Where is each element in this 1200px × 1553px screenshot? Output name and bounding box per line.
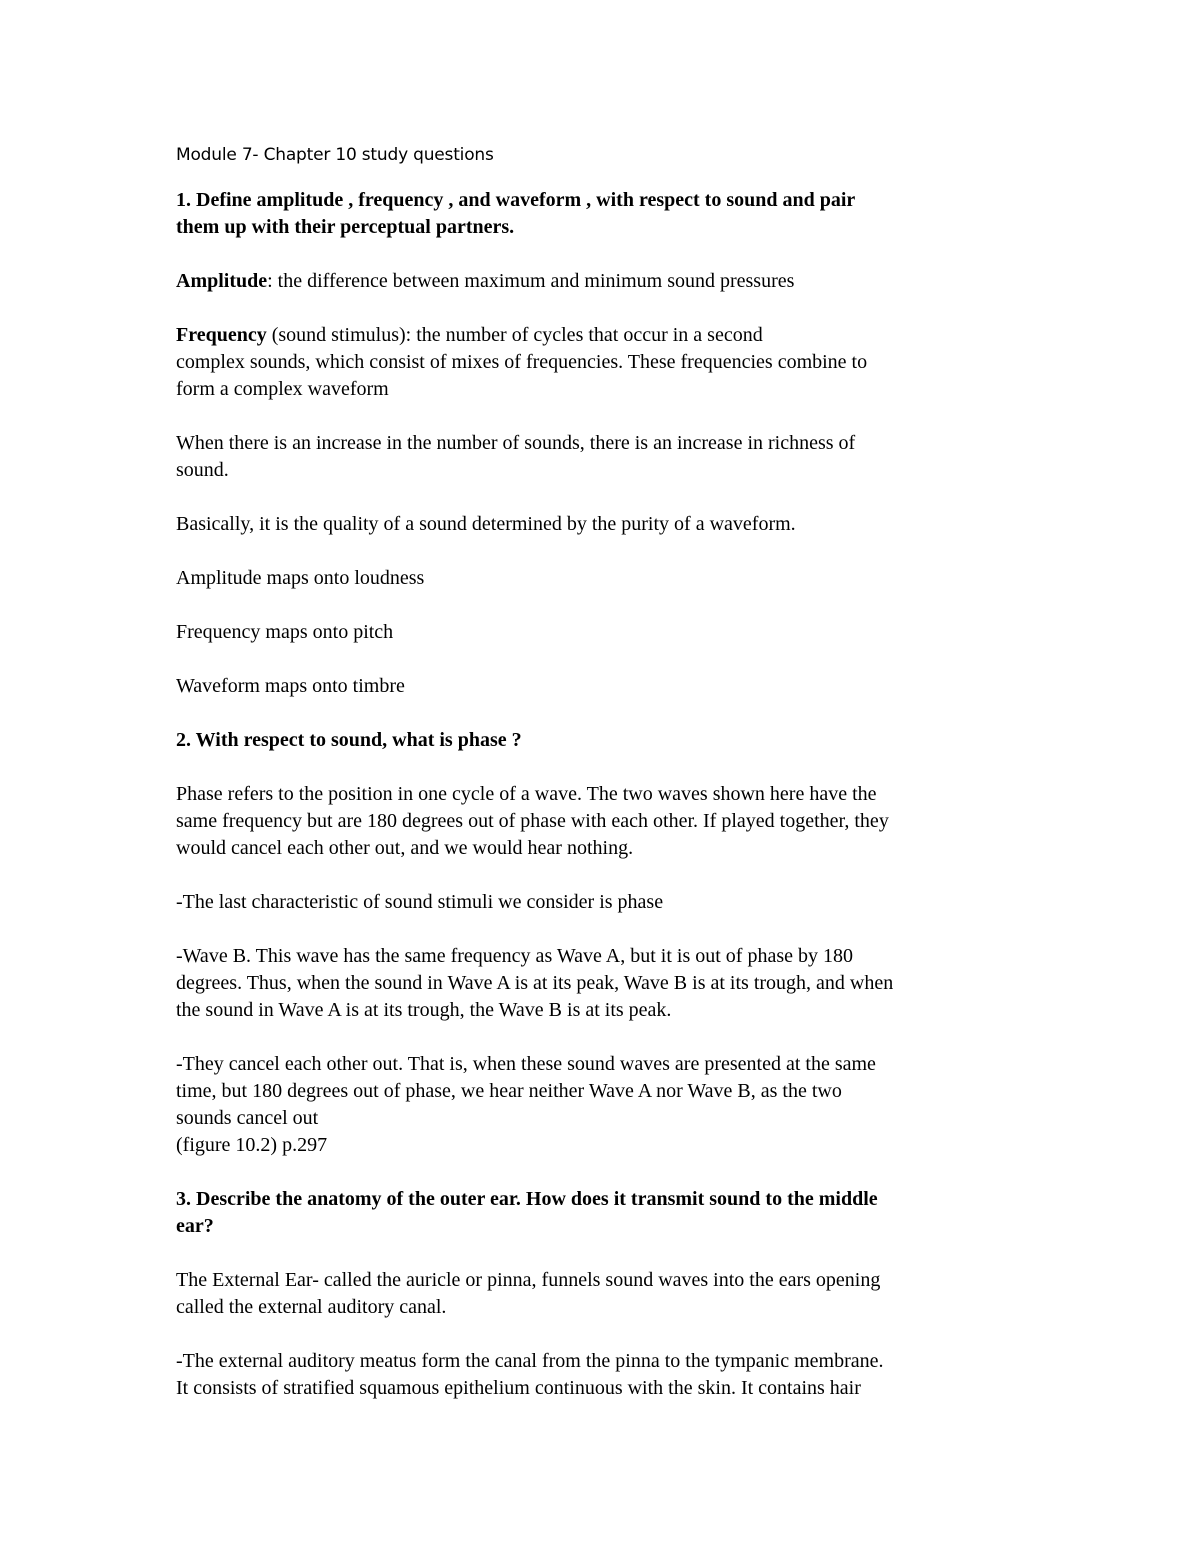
cancel-line-1: -They cancel each other out. That is, when these sound waves are presented at the same <box>176 1053 876 1075</box>
richness-line-2: sound. <box>176 459 229 481</box>
amplitude-term: Amplitude <box>176 270 268 292</box>
question-3 <box>176 1186 1036 1240</box>
map-frequency: Frequency maps onto pitch <box>176 621 394 643</box>
frequency-definition <box>176 322 1036 403</box>
frequency-line-3: form a complex waveform <box>176 378 389 400</box>
map-waveform: Waveform maps onto timbre <box>176 675 405 697</box>
cancel-paragraph <box>176 1051 1036 1159</box>
richness-paragraph <box>176 430 1036 484</box>
wave-b-line-2: degrees. Thus, when the sound in Wave A is at its peak, Wave B is at its trough, and when <box>176 972 894 994</box>
wave-b-line-3: the sound in Wave A is at its trough, the Wave B is at its peak. <box>176 999 672 1021</box>
wave-b-paragraph <box>176 943 1036 1024</box>
frequency-line-2: complex sounds, which consist of mixes of frequencies. These frequencies combine to <box>176 351 868 373</box>
richness-line-1: When there is an increase in the number of sounds, there is an increase in richness of <box>176 432 856 454</box>
figure-reference: (figure 10.2) p.297 <box>176 1134 328 1156</box>
meatus-line-1: -The external auditory meatus form the canal from the pinna to the tympanic membrane. <box>176 1350 884 1372</box>
amplitude-definition <box>176 268 1036 295</box>
amplitude-definition-text: : the difference between maximum and minimum sound pressures <box>267 270 795 292</box>
quality-paragraph: Basically, it is the quality of a sound determined by the purity of a waveform. <box>176 513 796 535</box>
document-body <box>176 142 1036 1402</box>
question-3-line-1: 3. Describe the anatomy of the outer ear. How does it transmit sound to the middle <box>176 1188 878 1210</box>
question-3-line-2: ear? <box>176 1215 214 1237</box>
question-1-line-2: them up with their perceptual partners. <box>176 216 515 238</box>
external-ear-line-1: The External Ear- called the auricle or pinna, funnels sound waves into the ears opening <box>176 1269 881 1291</box>
question-2: 2. With respect to sound, what is phase ? <box>176 729 522 751</box>
meatus-line-2: It consists of stratified squamous epithelium continuous with the skin. It contains hair <box>176 1377 861 1399</box>
meatus-paragraph <box>176 1348 1036 1402</box>
phase-line-1: Phase refers to the position in one cycle of a wave. The two waves shown here have the <box>176 783 877 805</box>
frequency-line-1 <box>176 322 1036 349</box>
phase-paragraph <box>176 781 1036 862</box>
cancel-line-3: sounds cancel out <box>176 1107 319 1129</box>
last-characteristic-paragraph: -The last characteristic of sound stimuli we consider is phase <box>176 891 664 913</box>
external-ear-line-2: called the external auditory canal. <box>176 1296 447 1318</box>
frequency-term: Frequency <box>176 324 267 346</box>
cancel-line-2: time, but 180 degrees out of phase, we hear neither Wave A nor Wave B, as the two <box>176 1080 842 1102</box>
wave-b-line-1: -Wave B. This wave has the same frequency as Wave A, but it is out of phase by 180 <box>176 945 853 967</box>
question-1 <box>176 187 1036 241</box>
page-title: Module 7- Chapter 10 study questions <box>176 145 494 165</box>
phase-line-2: same frequency but are 180 degrees out of phase with each other. If played together, they <box>176 810 889 832</box>
question-1-line-1: 1. Define amplitude , frequency , and waveform , with respect to sound and pair <box>176 189 856 211</box>
phase-line-3: would cancel each other out, and we would hear nothing. <box>176 837 634 859</box>
frequency-line-1-text: (sound stimulus): the number of cycles that occur in a second <box>266 324 763 346</box>
external-ear-paragraph <box>176 1267 1036 1321</box>
map-amplitude: Amplitude maps onto loudness <box>176 567 425 589</box>
